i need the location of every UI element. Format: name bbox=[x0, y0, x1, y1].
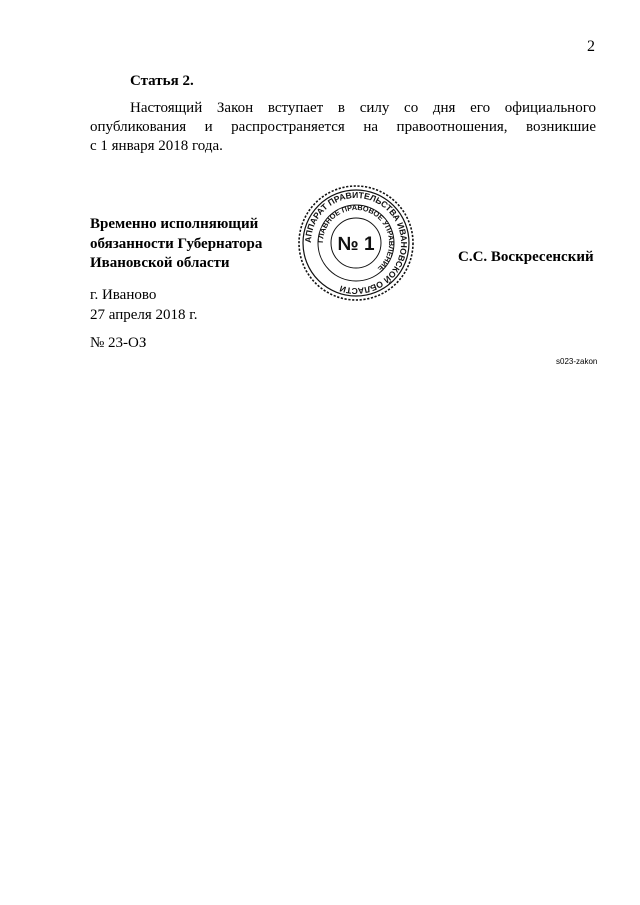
signer-position-line: Ивановской области bbox=[90, 255, 230, 271]
date: 27 апреля 2018 г. bbox=[90, 306, 198, 323]
article-paragraph bbox=[90, 99, 596, 156]
signer-position bbox=[90, 215, 262, 274]
signer-name: С.С. Воскресенский bbox=[458, 249, 594, 265]
place-and-date bbox=[90, 286, 198, 325]
paragraph-line: Настоящий Закон вступает в силу со дня его официального bbox=[130, 100, 596, 116]
signer-position-line: Временно исполняющий bbox=[90, 216, 259, 232]
seal-outer-text: АППАРАТ ПРАВИТЕЛЬСТВА ИВАНОВСКОЙ ОБЛАСТИ bbox=[302, 189, 410, 297]
article-title: Статья 2. bbox=[130, 73, 194, 89]
law-number: № 23-ОЗ bbox=[90, 335, 147, 351]
seal-inner-text: ГЛАВНОЕ ПРАВОВОЕ УПРАВЛЕНИЕ bbox=[315, 202, 397, 274]
page-number: 2 bbox=[587, 38, 595, 55]
seal-number: № 1 bbox=[337, 234, 375, 255]
paragraph-line: с 1 января 2018 года. bbox=[90, 138, 223, 154]
paragraph-line: опубликования и распространяется на правоотношения, возникшие bbox=[90, 119, 596, 135]
city: г. Иваново bbox=[90, 287, 157, 303]
official-seal bbox=[296, 183, 416, 303]
file-code: s023-zakon bbox=[556, 357, 598, 366]
signer-position-line: обязанности Губернатора bbox=[90, 235, 263, 252]
